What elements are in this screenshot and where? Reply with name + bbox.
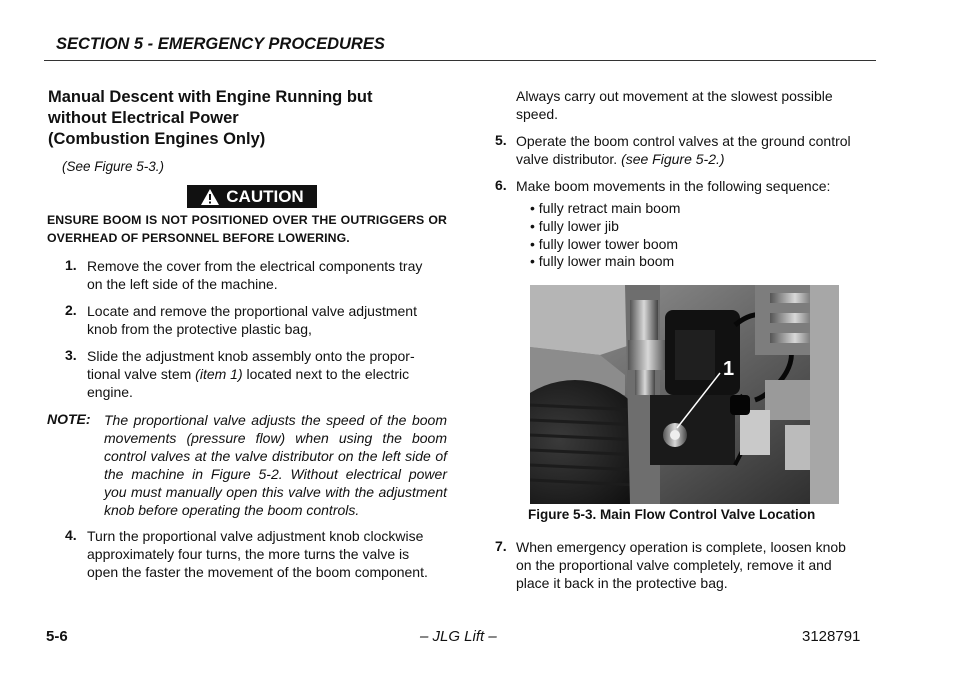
sequence-item: • fully lower jib — [530, 218, 619, 234]
footer-title: – JLG Lift – — [420, 628, 497, 645]
step-4-line: Turn the proportional valve adjustment knob clockwise — [87, 528, 424, 544]
caution-label: CAUTION — [226, 186, 304, 206]
step-3-line: Slide the adjustment knob assembly onto the propor- — [87, 348, 415, 364]
sequence-item: • fully lower tower boom — [530, 236, 679, 252]
step-7-text — [516, 538, 874, 592]
step-4-text — [87, 527, 447, 581]
advice-line: speed. — [516, 106, 559, 122]
step-5-text — [516, 132, 874, 168]
step-7-line: When emergency operation is complete, loosen knob — [516, 539, 846, 555]
procedure-heading-line-3: (Combustion Engines Only) — [48, 130, 266, 148]
caution-text-line-1: ENSURE BOOM IS NOT POSITIONED OVER THE OUTRIGGERS OR — [47, 213, 447, 227]
procedure-heading-line-1: Manual Descent with Engine Running but — [48, 88, 373, 106]
step-1-line: Remove the cover from the electrical components tray — [87, 258, 423, 274]
section-title: SECTION 5 - EMERGENCY PROCEDURES — [56, 35, 385, 53]
page-number: 5-6 — [46, 628, 68, 645]
caution-banner — [187, 185, 317, 208]
note-line: control valves at the valve distributor on the left side of — [104, 448, 447, 464]
step-7-line: on the proportional valve completely, remove it and — [516, 557, 832, 573]
step-7-line: place it back in the protective bag. — [516, 575, 728, 591]
step-1-text — [87, 257, 447, 293]
advice-line: Always carry out movement at the slowest possible — [516, 88, 833, 104]
step-7-number: 7. — [495, 538, 507, 554]
header-rule — [44, 60, 876, 61]
step-3-text-run: located next to the electric — [242, 366, 410, 382]
step-5-text-run: valve distributor. — [516, 151, 622, 167]
step-4-number: 4. — [65, 527, 77, 543]
step-2-line: Locate and remove the proportional valve adjustment — [87, 303, 417, 319]
note-line: the machine in Figure 5-2. Without electrical power — [104, 466, 447, 482]
note-line: movements (pressure flow) when using the boom — [104, 430, 447, 446]
figure-reference: (see Figure 5-2.) — [621, 151, 725, 167]
step-3-text-run: tional valve stem — [87, 366, 196, 382]
note-line: you must manually open this valve with the adjustment — [104, 484, 447, 500]
procedure-heading-line-2: without Electrical Power — [48, 109, 239, 127]
step-5-line: Operate the boom control valves at the ground control — [516, 133, 851, 149]
figure-caption: Figure 5-3. Main Flow Control Valve Location — [528, 507, 816, 522]
note-line: knob before operating the boom controls. — [104, 502, 360, 518]
step-5-number: 5. — [495, 132, 507, 148]
valve-photo — [530, 285, 839, 504]
step-6-text: Make boom movements in the following sequence: — [516, 178, 831, 194]
step-2-text — [87, 302, 447, 338]
note-line: The proportional valve adjusts the speed of the boom — [104, 412, 447, 428]
step-1-number: 1. — [65, 257, 77, 273]
step-3-text — [87, 347, 447, 401]
step-3-number: 3. — [65, 347, 77, 363]
note-label: NOTE: — [47, 411, 91, 427]
figure-reference: (See Figure 5-3.) — [62, 159, 165, 174]
note-text — [104, 411, 447, 519]
sequence-item: • fully retract main boom — [530, 200, 681, 216]
step-4-line: open the faster the movement of the boom component. — [87, 564, 428, 580]
item-reference: (item 1) — [195, 366, 243, 382]
callout-number: 1 — [723, 358, 735, 380]
step-4-line: approximately four turns, the more turns the valve is — [87, 546, 410, 562]
step-6-number: 6. — [495, 177, 507, 193]
document-number: 3128791 — [802, 628, 861, 645]
caution-text-line-2: OVERHEAD OF PERSONNEL BEFORE LOWERING. — [47, 231, 350, 245]
warning-triangle-icon — [200, 188, 220, 206]
step-3-line — [87, 365, 447, 383]
sequence-item: • fully lower main boom — [530, 253, 675, 269]
step-2-line: knob from the protective plastic bag, — [87, 321, 312, 337]
step-1-line: on the left side of the machine. — [87, 276, 278, 292]
step-2-number: 2. — [65, 302, 77, 318]
step-5-line — [516, 150, 874, 168]
step-3-line: engine. — [87, 384, 133, 400]
movement-advice — [516, 87, 874, 123]
valve-photo-graphic — [530, 285, 839, 504]
